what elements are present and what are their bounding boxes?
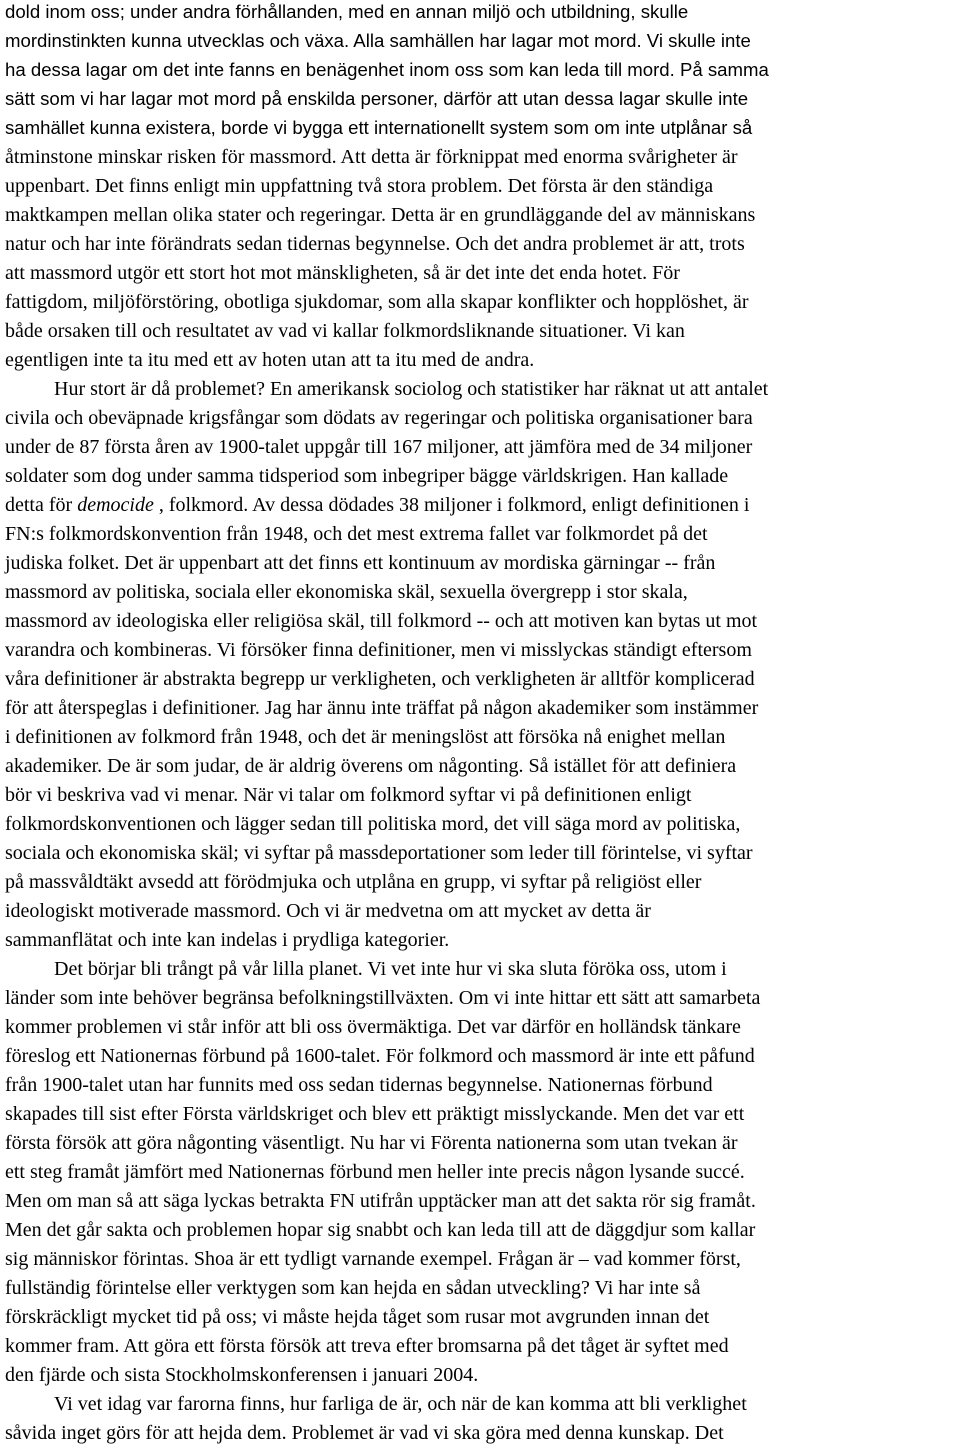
- text-segment: kommer fram. Att göra ett första försök att treva efter bromsarna på det tåget är syftet med: [5, 1335, 729, 1357]
- text-segment: natur och har inte förändrats sedan tidernas begynnelse. Och det andra problemet är att, trots: [5, 233, 745, 255]
- text-segment: att massmord utgör ett stort hot mot mänskligheten, så är det inte det enda hotet. För: [5, 262, 680, 284]
- text-segment: Hur stort är då problemet? En amerikansk sociolog och statistiker har räknat ut att antalet: [54, 378, 769, 400]
- text-line: [5, 725, 725, 749]
- text-line: [5, 1334, 729, 1358]
- text-segment: första försök att göra någonting väsentligt. Nu har vi Förenta nationerna som utan tvekan är: [5, 1132, 738, 1154]
- text-line: [5, 870, 701, 894]
- text-line: [5, 638, 752, 662]
- text-line: [5, 58, 769, 82]
- text-line: [5, 232, 745, 256]
- text-segment: för att återspeglas i definitioner. Jag har ännu inte träffat på någon akademiker som instämmer: [5, 697, 759, 719]
- text-segment: åtminstone minskar risken för massmord. Att detta är förknippat med enorma svårigheter är: [5, 146, 738, 168]
- text-segment: varandra och kombineras. Vi försöker finna definitioner, men vi misslyckas ständigt eftersom: [5, 639, 752, 661]
- text-line: [5, 1421, 724, 1445]
- text-line: [5, 203, 755, 227]
- text-segment: föreslog ett Nationernas förbund på 1600-talet. För folkmord och massmord är inte ett påfund: [5, 1045, 755, 1067]
- text-segment: Vi vet idag var farorna finns, hur farliga de är, och när de kan komma att bli verklighet: [54, 1393, 747, 1415]
- text-segment: ett steg framåt jämfört med Nationernas förbund men heller inte precis någon lysande succé.: [5, 1161, 745, 1183]
- text-segment: folkmordskonventionen och lägger sedan till politiska mord, det vill säga mord av politiska,: [5, 813, 741, 835]
- text-segment: fullständig förintelse eller verktygen som kan hejda en sådan utveckling? Vi har inte så: [5, 1277, 701, 1299]
- text-line: [5, 174, 713, 198]
- text-segment: våra definitioner är abstrakta begrepp ur verkligheten, och verkligheten är alltför komplicerad: [5, 668, 755, 690]
- text-segment: egentligen inte ta itu med ett av hoten utan att ta itu med de andra.: [5, 349, 535, 371]
- text-line: [5, 493, 749, 517]
- text-line: [5, 1073, 713, 1097]
- text-line: [5, 986, 760, 1010]
- text-line: [5, 1305, 709, 1329]
- text-segment: civila och obeväpnade krigsfångar som dödats av regeringar och politiska organisationer bara: [5, 407, 753, 429]
- text-line: [5, 261, 680, 285]
- text-line: [5, 406, 753, 430]
- text-line: [5, 1015, 741, 1039]
- text-segment: soldater som dog under samma tidsperiod som inbegriper bägge världskrigen. Han kallade: [5, 465, 729, 487]
- text-segment: såvida inget görs för att hejda dem. Problemet är vad vi ska göra med denna kunskap. Det: [5, 1422, 724, 1444]
- text-line: [5, 290, 749, 314]
- italic-term: democide: [77, 494, 154, 516]
- text-line: [5, 319, 685, 343]
- text-line: [5, 609, 757, 633]
- text-line: [5, 928, 449, 952]
- text-segment: i definitionen av folkmord från 1948, och det är meningslöst att försöka nå enighet mellan: [5, 726, 726, 748]
- text-line: [5, 522, 708, 546]
- text-segment: länder som inte behöver begränsa befolkningstillväxten. Om vi inte hittar ett sätt att samarbeta: [5, 987, 761, 1009]
- text-line: [5, 348, 534, 372]
- paragraph-start-line: [5, 957, 727, 981]
- text-segment: kommer problemen vi står inför att bli oss övermäktiga. Det var därför en holländsk tänkare: [5, 1016, 741, 1038]
- text-line: [5, 899, 651, 923]
- text-segment: sociala och ekonomiska skäl; vi syftar på massdeportationer som leder till förintelse, vi syftar: [5, 842, 753, 864]
- text-segment: från 1900-talet utan har funnits med oss sedan tidernas begynnelse. Nationernas förbund: [5, 1074, 713, 1096]
- text-line: [5, 551, 715, 575]
- text-segment: massmord av politiska, sociala eller ekonomiska skäl, sexuella övergrepp i stor skala,: [5, 581, 688, 603]
- text-line: [5, 812, 740, 836]
- text-segment: detta för: [5, 494, 78, 516]
- text-segment: skapades till sist efter Första världskriget och blev ett präktigt misslyckande. Men det var ett: [5, 1103, 745, 1125]
- text-line: [5, 1131, 738, 1155]
- text-segment: uppenbart. Det finns enligt min uppfattning två stora problem. Det första är den ständiga: [5, 175, 714, 197]
- text-line: [5, 116, 752, 140]
- text-line: [5, 1102, 744, 1126]
- paragraph-start-line: [5, 1392, 747, 1416]
- text-line: [5, 87, 748, 111]
- text-segment: sig människor förintas. Shoa är ett tydligt varnande exempel. Frågan är – vad kommer först,: [5, 1248, 741, 1270]
- text-line: [5, 754, 736, 778]
- text-line: [5, 696, 758, 720]
- text-line: [5, 145, 738, 169]
- text-segment: mordinstinkten kunna utvecklas och växa. Alla samhällen har lagar mot mord. Vi skulle inte: [5, 30, 751, 51]
- text-line: [5, 0, 688, 24]
- text-segment: , folkmord. Av dessa dödades 38 miljoner i folkmord, enligt definitionen i: [153, 494, 750, 516]
- text-line: [5, 1276, 700, 1300]
- text-segment: akademiker. De är som judar, de är aldrig överens om någonting. Så istället för att definiera: [5, 755, 737, 777]
- text-line: [5, 1247, 741, 1271]
- text-line: [5, 783, 691, 807]
- text-line: [5, 435, 752, 459]
- text-segment: maktkampen mellan olika stater och regeringar. Detta är en grundläggande del av människans: [5, 204, 756, 226]
- text-line: [5, 1160, 745, 1184]
- text-segment: förskräckligt mycket tid på oss; vi måste hejda tåget som rusar mot avgrunden innan det: [5, 1306, 710, 1328]
- text-segment: samhället kunna existera, borde vi bygga ett internationellt system som om inte utplånar så: [5, 117, 753, 138]
- text-line: [5, 667, 755, 691]
- text-line: [5, 29, 751, 53]
- text-segment: FN:s folkmordskonvention från 1948, och det mest extrema fallet var folkmordet på det: [5, 523, 708, 545]
- text-line: [5, 1363, 478, 1387]
- text-segment: ha dessa lagar om det inte fanns en benägenhet inom oss som kan leda till mord. På samma: [5, 59, 769, 80]
- text-segment: judiska folket. Det är uppenbart att det finns ett kontinuum av mordiska gärningar -- från: [5, 552, 716, 574]
- text-line: [5, 464, 728, 488]
- text-segment: sätt som vi har lagar mot mord på enskilda personer, därför att utan dessa lagar skulle inte: [5, 88, 749, 109]
- text-line: [5, 841, 753, 865]
- text-segment: både orsaken till och resultatet av vad vi kallar folkmordsliknande situationer. Vi kan: [5, 320, 685, 342]
- text-segment: under de 87 första åren av 1900-talet uppgår till 167 miljoner, att jämföra med de 34 miljoner: [5, 436, 753, 458]
- text-line: [5, 1218, 755, 1242]
- text-segment: bör vi beskriva vad vi menar. När vi talar om folkmord syftar vi på definitionen enligt: [5, 784, 692, 806]
- text-segment: dold inom oss; under andra förhållanden, med en annan miljö och utbildning, skulle: [5, 1, 689, 22]
- text-segment: massmord av ideologiska eller religiösa skäl, till folkmord -- och att motiven kan bytas ut mot: [5, 610, 758, 632]
- text-line: [5, 580, 688, 604]
- paragraph-start-line: [5, 377, 768, 401]
- text-segment: den fjärde och sista Stockholmskonferensen i januari 2004.: [5, 1364, 479, 1386]
- text-segment: ideologiskt motiverade massmord. Och vi är medvetna om att mycket av detta är: [5, 900, 651, 922]
- text-line: [5, 1189, 756, 1213]
- text-segment: på massvåldtäkt avsedd att förödmjuka och utplåna en grupp, vi syftar på religiöst eller: [5, 871, 702, 893]
- text-segment: Det börjar bli trångt på vår lilla planet. Vi vet inte hur vi ska sluta föröka oss, utom i: [54, 958, 727, 980]
- text-line: [5, 1044, 755, 1068]
- text-segment: Men om man så att säga lyckas betrakta FN utifrån upptäcker man att det sakta rör sig framåt.: [5, 1190, 756, 1212]
- text-segment: Men det går sakta och problemen hopar sig snabbt och kan leda till att de däggdjur som kallar: [5, 1219, 756, 1241]
- text-segment: sammanflätat och inte kan indelas i prydliga kategorier.: [5, 929, 450, 951]
- text-segment: fattigdom, miljöförstöring, obotliga sjukdomar, som alla skapar konflikter och hopplöshet, är: [5, 291, 749, 313]
